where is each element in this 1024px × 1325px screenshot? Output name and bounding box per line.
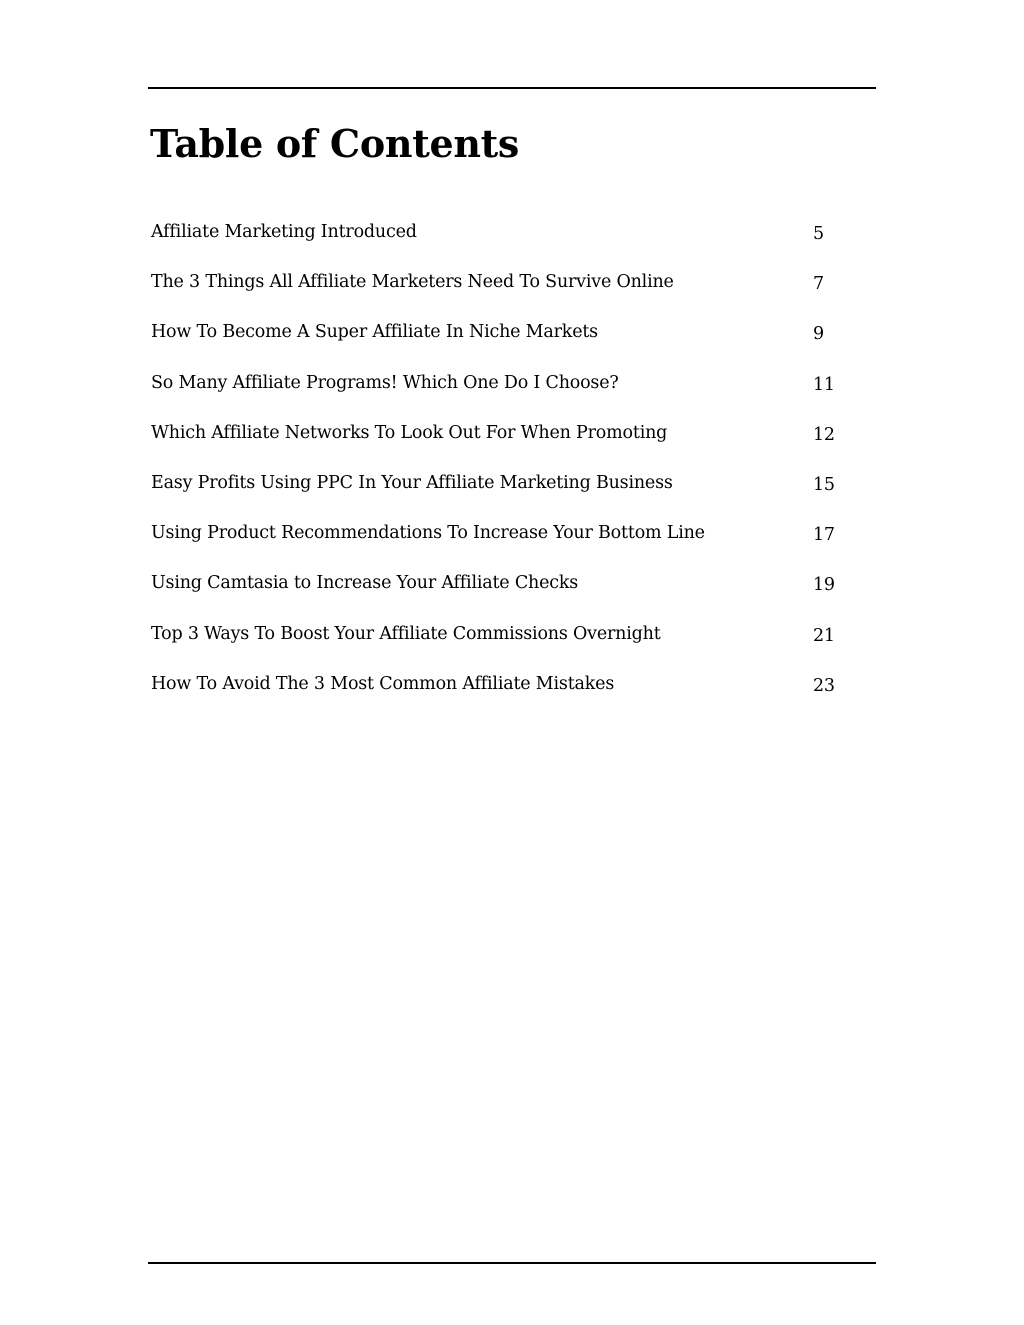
toc-entry-title: Using Product Recommendations To Increase Your Bottom Line: [151, 523, 705, 544]
toc-entry-page-number: 21: [813, 625, 835, 646]
toc-entry[interactable]: [151, 469, 851, 519]
toc-entry-page-number: 11: [813, 374, 835, 395]
toc-entry[interactable]: [151, 318, 851, 368]
page-title: Table of Contents: [150, 121, 520, 166]
top-divider: [148, 87, 876, 89]
toc-entry-page-number: 7: [813, 274, 824, 295]
toc-entry-title: Easy Profits Using PPC In Your Affiliate Marketing Business: [151, 472, 673, 493]
toc-entry-title: How To Avoid The 3 Most Common Affiliate Mistakes: [151, 673, 615, 694]
toc-entry-title: So Many Affiliate Programs! Which One Do I Choose?: [151, 372, 619, 393]
toc-entry-title: Top 3 Ways To Boost Your Affiliate Commissions Overnight: [151, 623, 661, 644]
toc-entry-title: Affiliate Marketing Introduced: [151, 222, 417, 242]
toc-entry-page-number: 12: [813, 424, 835, 445]
toc-entry-title: Which Affiliate Networks To Look Out For When Promoting: [151, 422, 668, 443]
toc-entry-title: The 3 Things All Affiliate Marketers Need To Survive Online: [151, 272, 674, 293]
toc-entry[interactable]: [151, 419, 851, 469]
toc-entry-page-number: 19: [813, 575, 835, 596]
toc-entry[interactable]: [151, 569, 851, 619]
toc-entry[interactable]: [151, 369, 851, 419]
table-of-contents: [151, 218, 851, 720]
toc-entry-page-number: 5: [813, 224, 824, 244]
toc-entry[interactable]: [151, 218, 851, 268]
toc-entry[interactable]: [151, 519, 851, 569]
toc-entry-page-number: 15: [813, 474, 835, 495]
toc-entry-page-number: 23: [813, 675, 835, 696]
toc-entry-page-number: 9: [813, 324, 824, 345]
toc-entry[interactable]: [151, 620, 851, 670]
toc-entry-page-number: 17: [813, 525, 835, 546]
toc-entry[interactable]: [151, 268, 851, 318]
bottom-divider: [148, 1262, 876, 1264]
toc-entry-title: How To Become A Super Affiliate In Niche Markets: [151, 322, 598, 343]
toc-entry-title: Using Camtasia to Increase Your Affiliate Checks: [151, 573, 579, 594]
toc-entry[interactable]: [151, 670, 851, 720]
